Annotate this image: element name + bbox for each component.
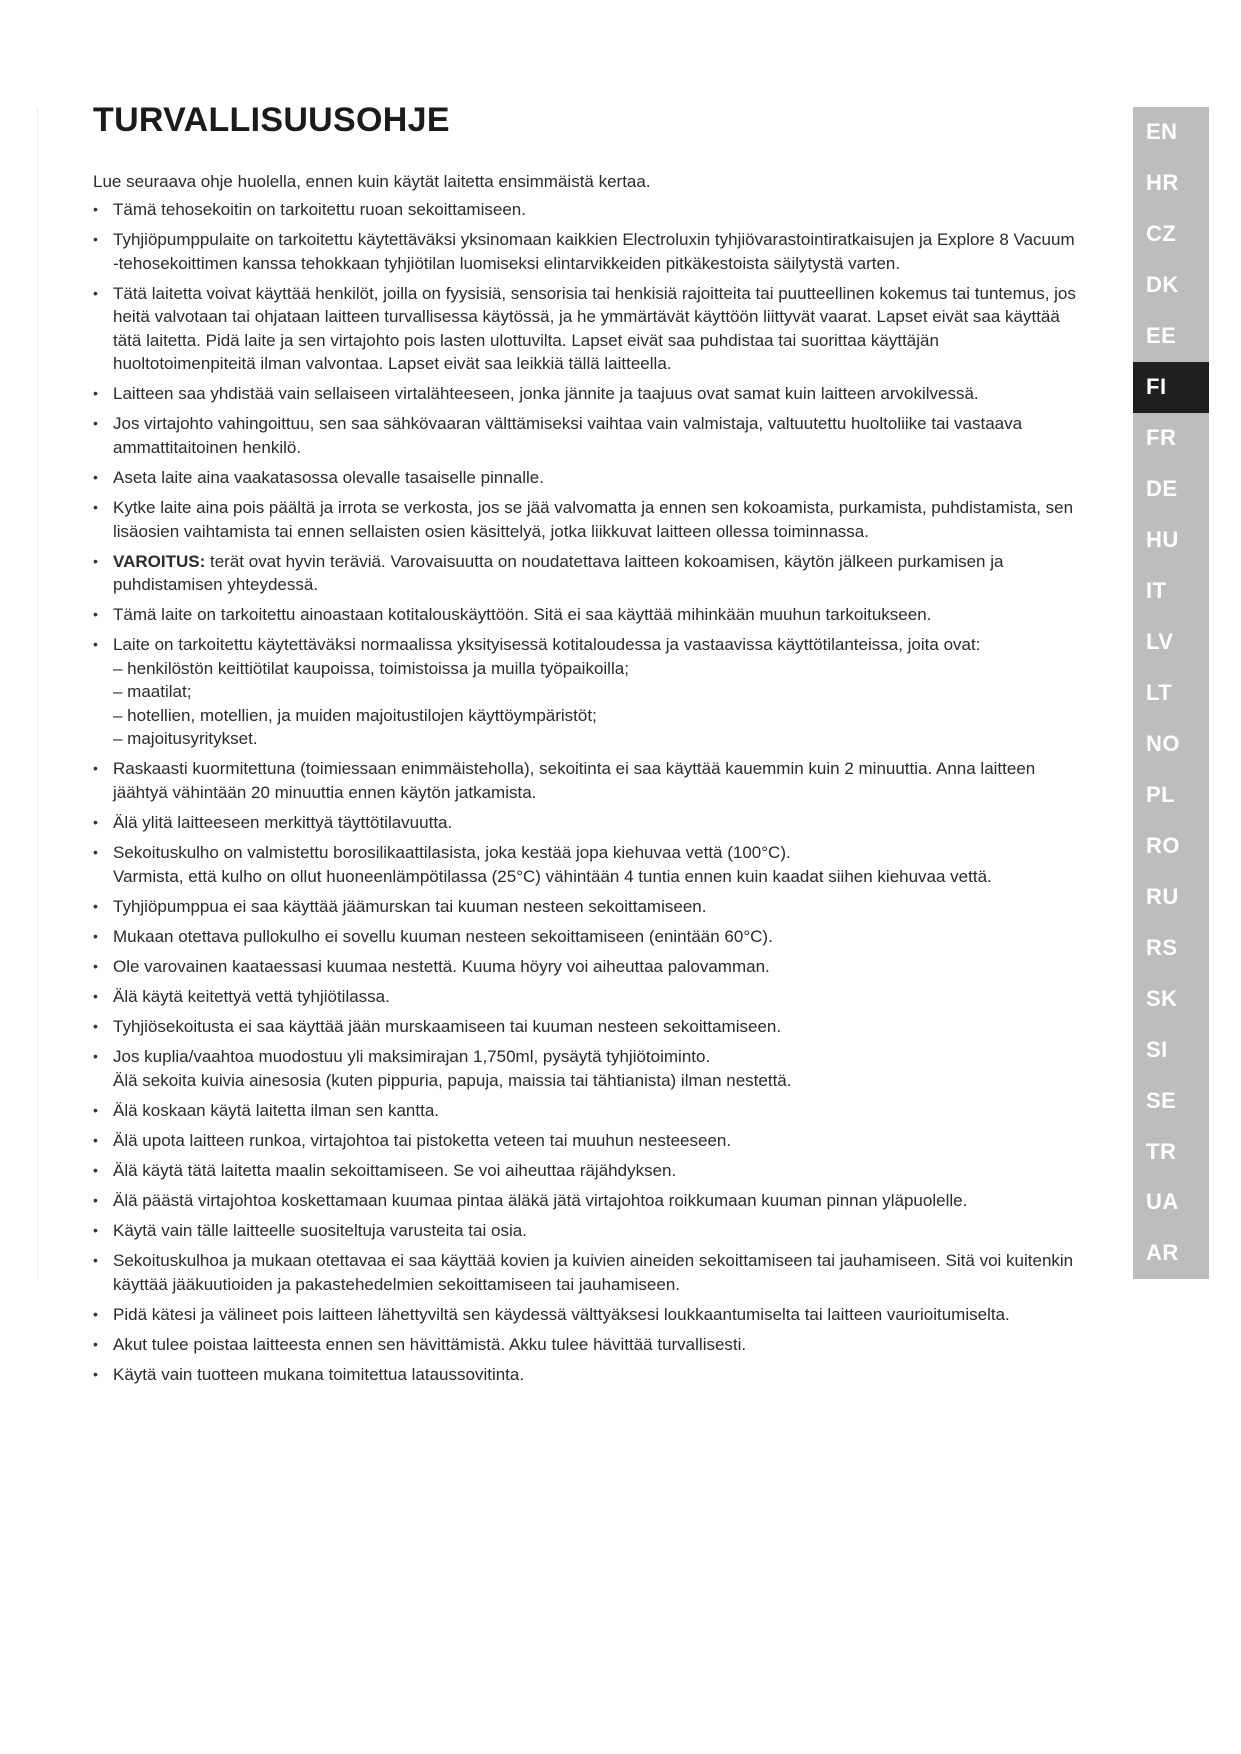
list-item: • Mukaan otettava pullokulho ei sovellu kuuman nesteen sekoittamiseen (enintään 60°C). bbox=[93, 925, 1083, 949]
language-tab[interactable]: UA bbox=[1146, 1189, 1179, 1215]
list-item: • Aseta laite aina vaakatasossa olevalle tasaiselle pinnalle. bbox=[93, 466, 1083, 490]
list-item: • Laitteen saa yhdistää vain sellaiseen virtalähteeseen, jonka jännite ja taajuus ovat samat kuin laitteen arvokilvessä. bbox=[93, 382, 1083, 406]
language-tab[interactable]: CZ bbox=[1146, 221, 1177, 247]
language-tab[interactable]: IT bbox=[1146, 578, 1167, 604]
list-item: • Jos virtajohto vahingoittuu, sen saa sähkövaaran välttämiseksi vaihtaa vain valmistaja, valtuutettu huoltoliike tai vastaava ammattitaitoinen henkilö. bbox=[93, 412, 1083, 459]
page-margin-rule bbox=[37, 108, 38, 1278]
list-item: • Kytke laite aina pois päältä ja irrota se verkosta, jos se jää valvomatta ja ennen sen kokoamista, purkamista, puhdistamista, sen lisäosien vaihtamista tai ennen sellaisten osien käsittelyä, jotka liikkuvat laitteen ollessa toiminnassa. bbox=[93, 496, 1083, 543]
language-tab[interactable]: DK bbox=[1146, 272, 1179, 298]
list-item: • Käytä vain tälle laitteelle suositeltuja varusteita tai osia. bbox=[93, 1219, 1083, 1243]
list-item: • Älä käytä keitettyä vettä tyhjiötilassa. bbox=[93, 985, 1083, 1009]
list-item: • Tämä laite on tarkoitettu ainoastaan kotitalouskäyttöön. Sitä ei saa käyttää mihinkään muuhun tarkoitukseen. bbox=[93, 603, 1083, 627]
list-item: • Tämä tehosekoitin on tarkoitettu ruoan sekoittamiseen. bbox=[93, 198, 1083, 222]
list-item: • Akut tulee poistaa laitteesta ennen sen hävittämistä. Akku tulee hävittää turvallisesti. bbox=[93, 1333, 1083, 1357]
list-item: • Pidä kätesi ja välineet pois laitteen lähettyviltä sen käydessä välttyäksesi loukkaantumiselta tai laitteen vaurioitumiselta. bbox=[93, 1303, 1083, 1327]
language-tab[interactable]: FR bbox=[1146, 425, 1177, 451]
list-item: • Älä koskaan käytä laitetta ilman sen kantta. bbox=[93, 1099, 1083, 1123]
list-item: • Laite on tarkoitettu käytettäväksi normaalissa yksityisessä kotitaloudessa ja vastaavissa käyttötilanteissa, joita ovat: – henkilöstön keittiötilat kaupoissa, toimistoissa ja muilla työpaikoilla; – maatilat; – hotellien, motellien, ja muiden majoitustilojen käyttöympäristöt; – majoitusyritykset. bbox=[93, 633, 1083, 751]
language-tab[interactable]: HU bbox=[1146, 527, 1179, 553]
list-item: • Sekoituskulhoa ja mukaan otettavaa ei saa käyttää kovien ja kuivien aineiden sekoittamiseen tai jauhamiseen. Sitä voi kuitenkin käyttää jääkuutioiden ja pakastehedelmien sekoittamiseen tai jauhamiseen. bbox=[93, 1249, 1083, 1296]
usage-line: – henkilöstön keittiötilat kaupoissa, toimistoissa ja muilla työpaikoilla; bbox=[113, 658, 629, 678]
language-tab[interactable]: DE bbox=[1146, 476, 1178, 502]
intro-text: Lue seuraava ohje huolella, ennen kuin käytät laitetta ensimmäistä kertaa. bbox=[93, 172, 651, 191]
list-item: • Tyhjiösekoitusta ei saa käyttää jään murskaamiseen tai kuuman nesteen sekoittamiseen. bbox=[93, 1015, 1083, 1039]
list-item: • Raskaasti kuormitettuna (toimiessaan enimmäisteholla), sekoitinta ei saa käyttää kauemmin kuin 2 minuuttia. Anna laitteen jäähtyä vähintään 20 minuuttia ennen käytön jatkamista. bbox=[93, 757, 1083, 804]
usage-line: – hotellien, motellien, ja muiden majoitustilojen käyttöympäristöt; bbox=[113, 705, 597, 725]
list-item: • Älä päästä virtajohtoa koskettamaan kuumaa pintaa äläkä jätä virtajohtoa roikkumaan kuuman pinnan yläpuolelle. bbox=[93, 1189, 1083, 1213]
language-tab[interactable]: HR bbox=[1146, 170, 1179, 196]
list-item: • Käytä vain tuotteen mukana toimitettua lataussovitinta. bbox=[93, 1363, 1083, 1387]
list-item: • Älä käytä tätä laitetta maalin sekoittamiseen. Se voi aiheuttaa räjähdyksen. bbox=[93, 1159, 1083, 1183]
language-tab[interactable]: EE bbox=[1146, 323, 1177, 349]
language-tab[interactable]: NO bbox=[1146, 730, 1180, 756]
safety-instructions bbox=[93, 96, 1083, 1393]
list-item: • Älä upota laitteen runkoa, virtajohtoa tai pistoketta veteen tai muuhun nesteeseen. bbox=[93, 1129, 1083, 1153]
list-item: • Sekoituskulho on valmistettu borosilikaattilasista, joka kestää jopa kiehuvaa vettä (100°C). Varmista, että kulho on ollut huoneenlämpötilassa (25°C) vähintään 4 tuntia ennen kuin kaadat siihen kiehuvaa vettä. bbox=[93, 841, 1083, 888]
list-item: • Jos kuplia/vaahtoa muodostuu yli maksimirajan 1,750ml, pysäytä tyhjiötoiminto. Älä sekoita kuivia ainesosia (kuten pippuria, papuja, maissia tai tähtianista) ilman nestettä. bbox=[93, 1045, 1083, 1092]
dry-ingredients-note: Älä sekoita kuivia ainesosia (kuten pippuria, papuja, maissia tai tähtianista) ilman nestettä. bbox=[113, 1070, 792, 1090]
language-tab[interactable]: AR bbox=[1146, 1240, 1179, 1266]
list-item-warning: • VAROITUS: terät ovat hyvin teräviä. Varovaisuutta on noudatettava laitteen kokoamisen, käytön jälkeen purkamisen ja puhdistamisen yhteydessä. bbox=[93, 550, 1083, 597]
language-tab-active[interactable]: FI bbox=[1133, 362, 1209, 413]
language-tab[interactable]: RS bbox=[1146, 934, 1178, 960]
language-tabs bbox=[1133, 107, 1209, 1279]
language-tab[interactable]: EN bbox=[1146, 119, 1178, 145]
language-tab[interactable]: RO bbox=[1146, 832, 1180, 858]
list-item: • Ole varovainen kaataessasi kuumaa nestettä. Kuuma höyry voi aiheuttaa palovamman. bbox=[93, 955, 1083, 979]
page-title: TURVALLISUUSOHJE bbox=[93, 101, 450, 139]
list-item: • Tyhjiöpumppua ei saa käyttää jäämurskan tai kuuman nesteen sekoittamiseen. bbox=[93, 895, 1083, 919]
bowl-note: Varmista, että kulho on ollut huoneenlämpötilassa (25°C) vähintään 4 tuntia ennen kuin kaadat siihen kiehuvaa vettä. bbox=[113, 866, 992, 886]
language-tab[interactable]: TR bbox=[1146, 1138, 1177, 1164]
warning-label: VAROITUS: bbox=[113, 551, 206, 571]
list-item: • Tyhjiöpumppulaite on tarkoitettu käytettäväksi yksinomaan kaikkien Electroluxin tyhjiövarastointiratkaisujen ja Explore 8 Vacuum -tehosekoittimen kanssa tehokkaan tyhjiötilan luomiseksi elintarvikkeiden pitkäkestoista säilytystä varten. bbox=[93, 228, 1083, 275]
safety-list bbox=[93, 198, 1083, 1387]
list-item: • Tätä laitetta voivat käyttää henkilöt, joilla on fyysisiä, sensorisia tai henkisiä rajoitteita tai puutteellinen kokemus tai tuntemus, jos heitä valvotaan tai ohjataan laitteen turvallisessa käytössä, ja he ymmärtävät käyttöön liittyvät vaarat. Lapset eivät saa käyttää tätä laitetta. Pidä laite ja sen virtajohto pois lasten ulottuvilta. Lapset eivät saa puhdistaa tai suorittaa käyttäjän huoltotoimenpiteitä ilman valvontaa. Lapset eivät saa leikkiä tällä laitteella. bbox=[93, 282, 1083, 376]
language-tab[interactable]: RU bbox=[1146, 883, 1179, 909]
language-tab[interactable]: SE bbox=[1146, 1087, 1177, 1113]
language-tab[interactable]: SI bbox=[1146, 1036, 1168, 1062]
language-tab[interactable]: LV bbox=[1146, 629, 1174, 654]
list-item: • Älä ylitä laitteeseen merkittyä täyttötilavuutta. bbox=[93, 811, 1083, 835]
language-tab[interactable]: PL bbox=[1146, 781, 1176, 807]
language-tab[interactable]: SK bbox=[1146, 985, 1178, 1011]
usage-line: – majoitusyritykset. bbox=[113, 729, 258, 749]
usage-line: – maatilat; bbox=[113, 682, 192, 702]
language-tab[interactable]: LT bbox=[1146, 679, 1173, 705]
